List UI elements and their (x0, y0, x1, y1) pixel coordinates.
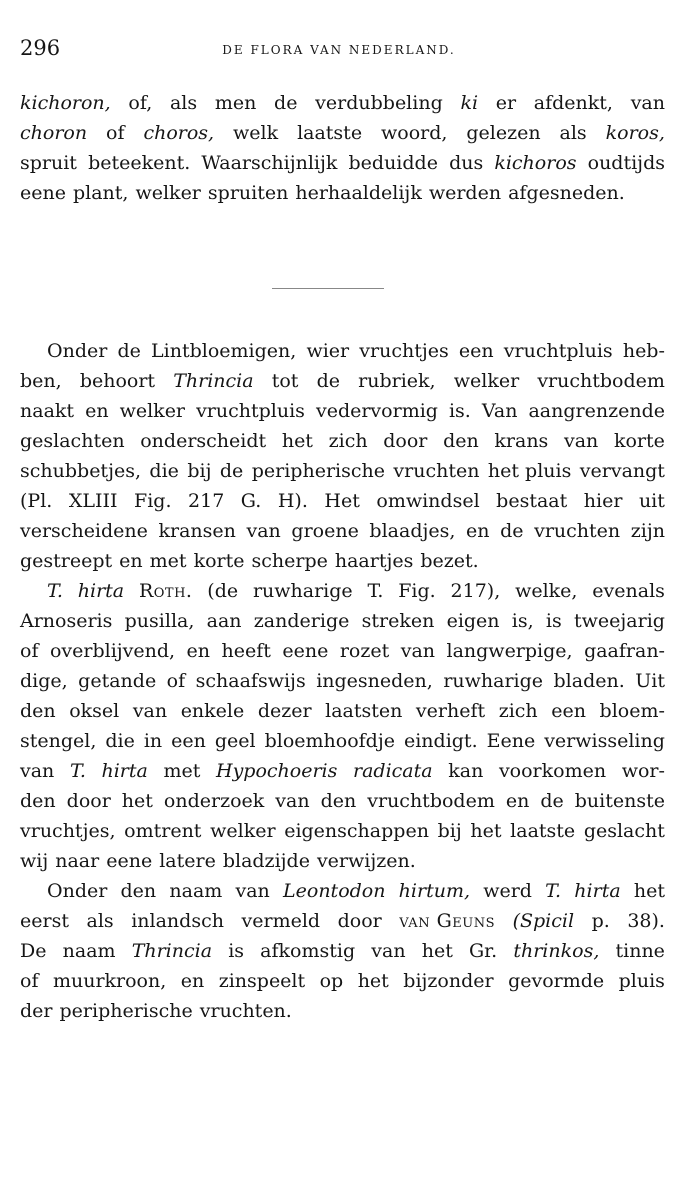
word: het (357, 970, 389, 992)
text-line (20, 336, 665, 366)
word: pluis (618, 970, 665, 992)
word: het (633, 880, 665, 902)
word: van Geuns (399, 910, 496, 932)
text-line (20, 876, 665, 906)
word: gelezen (466, 122, 541, 144)
word: dige, (20, 670, 68, 692)
word: zich (498, 700, 538, 722)
word: omtrent (124, 820, 202, 842)
text-line (20, 516, 665, 546)
page-header (0, 36, 678, 66)
word: verwijzen. (316, 850, 416, 872)
word: laatsten (325, 700, 403, 722)
word: hier (583, 490, 623, 512)
word: schubbetjes, (20, 460, 141, 482)
text-line (20, 606, 665, 636)
word: den (20, 790, 56, 812)
word: eindigt. (403, 730, 478, 752)
word: van (235, 880, 270, 902)
word: peripherische (251, 460, 385, 482)
word: krans (494, 430, 549, 452)
word: Waarschijnlijk (201, 152, 338, 174)
word: peripherische (59, 1000, 193, 1022)
word: de (219, 460, 244, 482)
word: onderzoek (163, 790, 265, 812)
word: choros, (143, 122, 215, 144)
word: of, (128, 92, 153, 114)
word: van (275, 790, 310, 812)
word: bijzonder (403, 970, 494, 992)
word: het (281, 430, 313, 452)
word: afdenkt, (533, 92, 613, 114)
word: Leontodon (283, 880, 386, 902)
word: herhaaldelijk (295, 182, 422, 204)
word: schaafswijs (195, 670, 306, 692)
word: eerst (20, 910, 69, 932)
word: men (214, 92, 257, 114)
word: Thrincia (173, 370, 254, 392)
word: latere (159, 850, 216, 872)
word: zinspeelt (218, 970, 306, 992)
text-line (20, 906, 665, 936)
word: ruwharige (443, 670, 544, 692)
word: vruchten (534, 520, 621, 542)
word: de (117, 340, 141, 362)
word: gestreept (20, 550, 113, 572)
word: T. (47, 580, 63, 602)
word: 217 (188, 490, 225, 512)
word: zich (328, 430, 368, 452)
word: Fig. (134, 490, 172, 512)
word: Uit (635, 670, 665, 692)
word: afkomstig (260, 940, 356, 962)
word: vervangt (579, 460, 665, 482)
word: naam (169, 880, 223, 902)
word: getande (78, 670, 157, 692)
word: groene (291, 520, 359, 542)
word: gaafran- (584, 640, 665, 662)
text-line (20, 366, 665, 396)
word: buitenste (574, 790, 665, 812)
word: dus (449, 152, 484, 174)
word: geslacht (583, 820, 665, 842)
text-line (20, 726, 665, 756)
word: van (20, 760, 55, 782)
word: hirta (574, 880, 621, 902)
word: een (551, 700, 586, 722)
word: oksel (69, 700, 120, 722)
word: kichoros (494, 152, 577, 174)
word: H). (277, 490, 308, 512)
paragraph-etymology-continued (20, 88, 665, 208)
word: Het (324, 490, 360, 512)
word: verheft (415, 700, 486, 722)
word: als (86, 910, 114, 932)
word: werden (428, 182, 502, 204)
word: 217), (450, 580, 501, 602)
word: verscheidene (20, 520, 148, 542)
word: welker (210, 820, 276, 842)
word: langwerpige, (446, 640, 573, 662)
word: onderscheidt (140, 430, 267, 452)
word: den (443, 430, 479, 452)
word: van (630, 92, 665, 114)
word: als (559, 122, 587, 144)
word: die (105, 730, 135, 752)
word: tinne (615, 940, 665, 962)
word: uit (638, 490, 665, 512)
word: aan (206, 610, 242, 632)
word: de (540, 790, 564, 812)
word: geslachten (20, 430, 125, 452)
word: van (132, 700, 168, 722)
text-line (20, 576, 665, 606)
word: overblijvend, (49, 640, 176, 662)
word: den (20, 700, 56, 722)
word: inlandsch (131, 910, 224, 932)
word: vruchtjes (359, 340, 449, 362)
word: vruchtjes, (20, 820, 116, 842)
word: of (20, 640, 39, 662)
word: streken (361, 610, 435, 632)
word: wier (306, 340, 350, 362)
word: is. (448, 400, 471, 422)
word: thrinkos, (513, 940, 600, 962)
word: T. (367, 580, 384, 602)
text-line (20, 846, 665, 876)
page-number: 296 (20, 36, 61, 60)
word: bij (437, 820, 462, 842)
text-line (20, 996, 665, 1026)
word: Van (481, 400, 518, 422)
word: stengel, (20, 730, 97, 752)
word: bloemhoofdje (264, 730, 395, 752)
word: vruchtpluis (196, 400, 305, 422)
text-line (20, 546, 665, 576)
text-line (20, 148, 665, 178)
word: korte (613, 430, 665, 452)
word: en (119, 550, 143, 572)
word: Arnoseris (20, 610, 113, 632)
text-line (20, 178, 665, 208)
word: verwisseling (544, 730, 665, 752)
text-line (20, 456, 665, 486)
word: spruiten (207, 182, 289, 204)
word: werd (483, 880, 532, 902)
word: en (505, 790, 530, 812)
word: hirta (101, 760, 148, 782)
text-line (20, 666, 665, 696)
word: eigen (446, 610, 500, 632)
word: door (337, 910, 382, 932)
word: hirta (77, 580, 125, 602)
text-line (20, 966, 665, 996)
word: scherpe (251, 550, 328, 572)
word: beduidde (348, 152, 438, 174)
word: aangrenzende (528, 400, 665, 422)
word: naakt (20, 400, 75, 422)
word: eene (20, 182, 66, 204)
word: vruchten (393, 460, 480, 482)
word: den (120, 880, 157, 902)
word: Lintbloemigen, (151, 340, 297, 362)
word: dezer (257, 700, 312, 722)
word: welke, (515, 580, 578, 602)
word: (Spicil (512, 910, 575, 932)
word: ruwharige (252, 580, 353, 602)
word: De (20, 940, 47, 962)
word: heb- (622, 340, 665, 362)
word: bladzijde (222, 850, 310, 872)
word: de (316, 370, 340, 392)
text-line (20, 486, 665, 516)
word: welk (233, 122, 279, 144)
word: is, (511, 610, 534, 632)
word: vruchtbodem (537, 370, 665, 392)
word: spruit (20, 152, 77, 174)
word: vruchtpluis (503, 340, 613, 362)
word: voorkomen (498, 760, 607, 782)
word: kan (448, 760, 484, 782)
word: vruchtbodem (367, 790, 495, 812)
word: met (149, 550, 187, 572)
word: welker (135, 182, 201, 204)
word: (de (207, 580, 239, 602)
text-line (20, 636, 665, 666)
word: haartjes (334, 550, 414, 572)
word: van (563, 430, 599, 452)
word: door (66, 790, 111, 812)
word: radicata (353, 760, 433, 782)
word: laatste (297, 122, 363, 144)
word: p. (591, 910, 610, 932)
word: behoort (79, 370, 156, 392)
word: omwindsel (376, 490, 480, 512)
word: geel (214, 730, 256, 752)
word: een (171, 730, 206, 752)
word: Onder (47, 340, 108, 362)
word: wij (20, 850, 49, 872)
word: rubriek, (358, 370, 436, 392)
word: naam (62, 940, 116, 962)
word: kichoron, (20, 92, 111, 114)
text-line (20, 816, 665, 846)
word: wor- (621, 760, 665, 782)
word: den (320, 790, 357, 812)
text-line (20, 118, 665, 148)
word: bladen. (553, 670, 625, 692)
word: door (383, 430, 428, 452)
section-thrincia (20, 336, 665, 1026)
text-line (20, 426, 665, 456)
word: afgesneden. (508, 182, 625, 204)
word: Onder (47, 880, 108, 902)
word: eigenschappen (284, 820, 429, 842)
word: zijn (630, 520, 665, 542)
word: T. (545, 880, 562, 902)
word: laatste (510, 820, 576, 842)
word: enkele (180, 700, 245, 722)
word: de (500, 520, 524, 542)
word: Fig. (398, 580, 436, 602)
word: welker (119, 400, 186, 422)
word: op (319, 970, 344, 992)
running-title: DE FLORA VAN NEDERLAND. (222, 43, 456, 57)
word: choron (20, 122, 88, 144)
word: oudtijds (587, 152, 665, 174)
text-line (20, 88, 665, 118)
word: XLIII (68, 490, 118, 512)
word: hirtum, (398, 880, 470, 902)
word: Gr. (468, 940, 498, 962)
word: eene (106, 850, 153, 872)
word: koros, (605, 122, 665, 144)
word: plant, (72, 182, 129, 204)
word: Hypochoeris (216, 760, 338, 782)
word: T. (69, 760, 86, 782)
word: en (186, 640, 211, 662)
word: het pluis (487, 460, 572, 482)
word: G. (240, 490, 262, 512)
word: is (228, 940, 245, 962)
word: korte (193, 550, 245, 572)
word: evenals (592, 580, 665, 602)
word: blaadjes, (369, 520, 456, 542)
word: van (400, 640, 436, 662)
word: van (371, 940, 406, 962)
text-line (20, 696, 665, 726)
word: of (106, 122, 125, 144)
word: pusilla, (124, 610, 195, 632)
word: en (466, 520, 490, 542)
word: Roth. (138, 580, 193, 602)
word: Thrincia (131, 940, 213, 962)
word: en (85, 400, 109, 422)
word: in (143, 730, 163, 752)
word: het (470, 820, 502, 842)
text-line (20, 756, 665, 786)
text-line (20, 396, 665, 426)
word: vermeld (241, 910, 321, 932)
word: bestaat (496, 490, 568, 512)
word: heeft (221, 640, 271, 662)
word: die (149, 460, 179, 482)
word: is (545, 610, 562, 632)
word: woord, (381, 122, 448, 144)
word: muurkroon, (52, 970, 167, 992)
word: gevormde (508, 970, 605, 992)
text-line (20, 786, 665, 816)
word: of (20, 970, 39, 992)
word: van (246, 520, 281, 542)
word: vruchten. (199, 1000, 292, 1022)
word: de (274, 92, 298, 114)
text-line (20, 936, 665, 966)
word: naar (55, 850, 100, 872)
word: bij (187, 460, 212, 482)
word: het (121, 790, 153, 812)
word: met (163, 760, 201, 782)
word: ingesneden, (316, 670, 433, 692)
word: zanderige (253, 610, 350, 632)
word: welker (453, 370, 520, 392)
word: bloem- (599, 700, 665, 722)
word: tweejarig (574, 610, 665, 632)
word: der (20, 1000, 53, 1022)
word: eene (282, 640, 329, 662)
word: als (169, 92, 198, 114)
word: het (421, 940, 453, 962)
word: rozet (339, 640, 390, 662)
word: en (180, 970, 205, 992)
word: 38). (627, 910, 665, 932)
word: kransen (158, 520, 236, 542)
word: of (166, 670, 186, 692)
word: er (495, 92, 517, 114)
word: vedervormig (315, 400, 438, 422)
word: ben, (20, 370, 62, 392)
word: Eene (486, 730, 536, 752)
word: tot (271, 370, 299, 392)
word: bezet. (420, 550, 479, 572)
word: verdubbeling (315, 92, 443, 114)
section-divider (272, 288, 384, 289)
word: ki (460, 92, 479, 114)
word: beteekent. (88, 152, 191, 174)
word: (Pl. (20, 490, 53, 512)
word: een (458, 340, 494, 362)
